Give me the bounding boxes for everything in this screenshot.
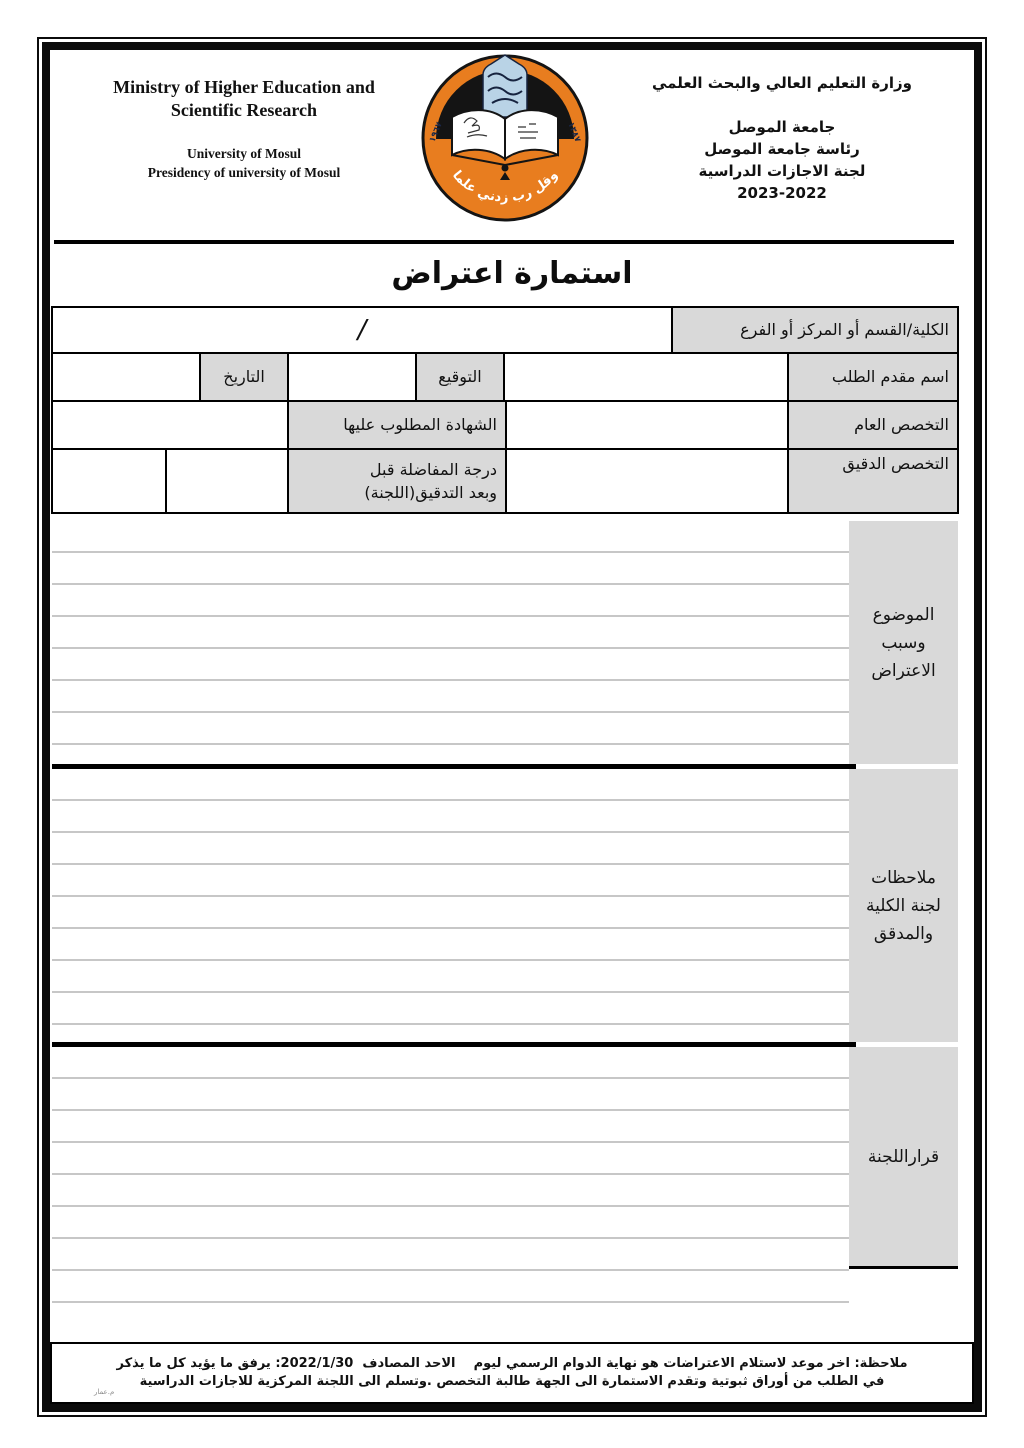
logo-year-hijri: ١٣٨٧ xyxy=(565,120,583,144)
subject-section-label xyxy=(849,521,958,764)
college-notes-writing-area[interactable] xyxy=(52,769,849,1042)
page-inner-border xyxy=(42,42,982,1412)
notes-label-line3: والمدقق xyxy=(873,923,934,944)
notes-label-line1: ملاحظات xyxy=(871,867,936,888)
specific-specialty-label-cell xyxy=(787,450,957,512)
university-of-mosul-logo-icon xyxy=(420,53,590,223)
logo-tassel xyxy=(502,165,509,172)
general-specialty-field[interactable] xyxy=(505,402,787,448)
grade-label-line2: وبعد التدقيق(اللجنة) xyxy=(364,483,497,502)
footer-note-line2: في الطلب من أوراق ثبوتية وتقدم الاستمارة الى الجهة طالبة التخصص .وتسلم الى اللجنة المركزية للاجازات الدراسية xyxy=(139,1374,885,1389)
general-specialty-label-cell xyxy=(787,402,957,448)
specific-specialty-label: التخصص الدقيق xyxy=(842,454,949,473)
notes-section-label xyxy=(849,769,958,1042)
table-row xyxy=(53,400,957,448)
general-specialty-label: التخصص العام xyxy=(854,415,949,435)
committee-ar: لجنة الاجازات الدراسية xyxy=(698,162,866,180)
date-field[interactable] xyxy=(53,354,199,400)
certificate-field[interactable] xyxy=(53,402,287,448)
date-label-cell xyxy=(199,354,287,400)
logo-minaret-arch xyxy=(483,55,527,117)
certificate-label-cell xyxy=(287,402,505,448)
applicant-name-field[interactable] xyxy=(503,354,787,400)
ministry-ar: وزارة التعليم العالي والبحث العلمي xyxy=(651,74,913,92)
grade-after-value[interactable] xyxy=(167,479,287,483)
specific-specialty-field[interactable] xyxy=(505,450,787,512)
signature-spacer-field[interactable] xyxy=(287,354,415,400)
university-en: University of Mosul xyxy=(187,146,301,161)
date-value[interactable] xyxy=(53,375,199,379)
grade-before-value[interactable] xyxy=(53,479,165,483)
university-ar: جامعة الموصل xyxy=(728,118,836,136)
applicant-name-value[interactable] xyxy=(505,375,787,379)
certificate-value[interactable] xyxy=(53,423,287,427)
table-row xyxy=(53,352,957,400)
table-row xyxy=(53,308,957,352)
grade-label xyxy=(289,456,505,506)
page-outer-border xyxy=(37,37,987,1417)
header-divider-rule xyxy=(54,240,954,244)
footer-typist-mark: م.عمار xyxy=(94,1388,115,1396)
ministry-en-line2: Scientific Research xyxy=(170,100,318,120)
date-label: التاريخ xyxy=(223,367,265,387)
college-field[interactable] xyxy=(53,308,671,352)
grade-label-line1: درجة المفاضلة قبل xyxy=(369,459,497,479)
applicant-name-label-cell xyxy=(787,354,957,400)
presidency-en: Presidency of university of Mosul xyxy=(147,165,341,180)
decision-label-line1: قراراللجنة xyxy=(867,1146,940,1167)
presidency-ar: رئاسة جامعة الموصل xyxy=(704,140,860,158)
decision-section-label xyxy=(849,1047,958,1269)
grade-label-cell xyxy=(287,450,505,512)
subject-label-line2: وسبب xyxy=(881,632,926,653)
logo-motto-text: وقل رب زدني علما xyxy=(448,167,562,206)
form-fields-table xyxy=(51,306,959,514)
signature-label-cell xyxy=(415,354,503,400)
ministry-en-line1: Ministry of Higher Education and xyxy=(113,77,375,97)
footer-note-box xyxy=(50,1342,974,1404)
college-label-cell xyxy=(671,308,957,352)
signature-label: التوقيع xyxy=(438,367,482,387)
notes-label-line2: لجنة الكلية xyxy=(866,895,941,916)
form-title: استمارة اعتراض xyxy=(391,256,633,291)
general-specialty-value[interactable] xyxy=(507,423,787,427)
header-english xyxy=(68,76,420,182)
academic-year: 2023-2022 xyxy=(737,184,827,202)
grade-before-field[interactable] xyxy=(53,450,165,512)
footer-note-line1: ملاحظة: اخر موعد لاستلام الاعتراضات هو نهاية الدوام الرسمي ليوم الاحد المصادف 2022/1/30: يرفق ما يؤيد كل ما يذكر xyxy=(116,1356,908,1371)
subject-label-line3: الاعتراض xyxy=(871,660,936,681)
table-row xyxy=(53,448,957,512)
logo-year-gregorian: ١٩٦٧ xyxy=(427,120,445,144)
college-label: الكلية/القسم أو المركز أو الفرع xyxy=(740,320,949,340)
applicant-name-label: اسم مقدم الطلب xyxy=(831,367,949,387)
subject-label-line1: الموضوع xyxy=(872,604,935,625)
grade-after-field[interactable] xyxy=(165,450,287,512)
college-value[interactable]: / xyxy=(357,315,367,345)
specific-specialty-value[interactable] xyxy=(507,479,787,483)
committee-decision-writing-area[interactable] xyxy=(52,1047,849,1308)
header-arabic xyxy=(606,74,958,204)
certificate-label: الشهادة المطلوب عليها xyxy=(343,415,497,435)
subject-writing-area[interactable] xyxy=(52,521,849,764)
